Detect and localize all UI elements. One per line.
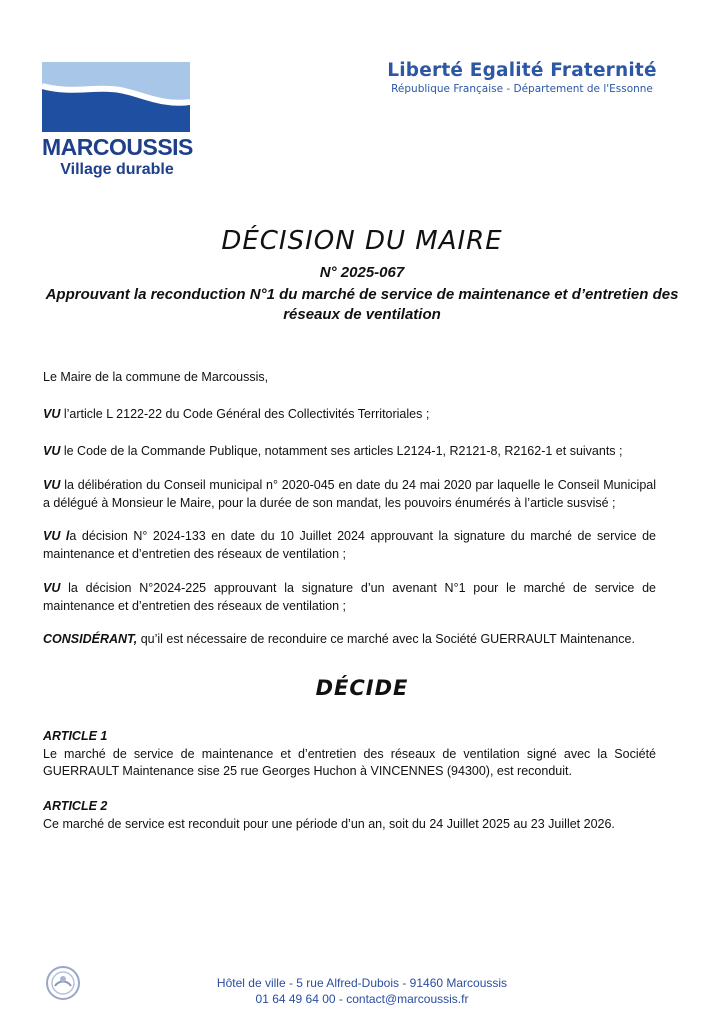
republic-motto	[362, 60, 682, 95]
vu-text: la décision N°2024-225 approuvant la signature d’un avenant N°1 pour le marché de service de maintenance et d’entretien des réseaux de ventilation ;	[43, 581, 656, 613]
document-title: DÉCISION DU MAIRE	[221, 226, 503, 256]
vu-keyword: VU	[43, 444, 61, 458]
intro-paragraph: Le Maire de la commune de Marcoussis,	[43, 370, 269, 384]
vu-keyword: VU	[43, 407, 61, 421]
motto-subtitle: République Française - Département de l'Essonne	[391, 83, 653, 95]
considerant-keyword: CONSIDÉRANT,	[43, 632, 138, 646]
logo-name: MARCOUSSIS	[42, 134, 193, 160]
article-text: Ce marché de service est reconduit pour une période d’un an, soit du 24 Juillet 2025 au 23 Juillet 2026.	[43, 816, 615, 831]
vu-text: l’article L 2122-22 du Code Général des Collectivités Territoriales ;	[60, 407, 430, 421]
marcoussis-logo	[42, 62, 193, 182]
vu-paragraph-2	[43, 443, 656, 461]
logo-tagline: Village durable	[60, 161, 174, 178]
decision-number: N° 2025-067	[319, 264, 405, 281]
vu-text: le Code de la Commande Publique, notamment ses articles L2124-1, R2121-8, R2162-1 et suivants ;	[60, 444, 623, 458]
vu-text: a décision N° 2024-133 en date du 10 Juillet 2024 approuvant la signature du marché de service de maintenance et d’entretien des réseaux de ventilation ;	[43, 529, 657, 561]
vu-text: la délibération du Conseil municipal n° 2020-045 en date du 24 mai 2020 par laquelle le Conseil Municipal a délégué à Monsieur le Maire, pour la durée de son mandat, les pouvoirs énumérés à l’article susvisé ;	[43, 478, 656, 510]
vu-paragraph-4	[43, 528, 656, 563]
motto-text: Liberté Egalité Fraternité	[387, 60, 657, 81]
footer	[0, 975, 724, 1007]
logo-wave-graphic	[42, 62, 190, 132]
article-title: ARTICLE 1	[43, 729, 108, 743]
vu-paragraph-5	[43, 580, 656, 615]
article-2	[43, 798, 656, 833]
decision-subject: Approuvant la reconduction N°1 du marché de service de maintenance et d’entretien des réseaux de ventilation	[45, 286, 679, 323]
article-1	[43, 728, 656, 781]
vu-keyword: VU l	[43, 529, 70, 543]
vu-paragraph-3	[43, 477, 656, 512]
considerant-text: qu’il est nécessaire de reconduire ce marché avec la Société GUERRAULT Maintenance.	[137, 632, 635, 646]
vu-keyword: VU	[43, 478, 61, 492]
considerant-paragraph	[43, 631, 656, 649]
decide-heading: DÉCIDE	[315, 676, 409, 700]
vu-paragraph-1	[43, 406, 656, 424]
article-text: Le marché de service de maintenance et d’entretien des réseaux de ventilation signé avec la Société GUERRAULT Maintenance sise 25 rue Georges Huchon à VINCENNES (94300), est reconduit.	[43, 746, 656, 778]
footer-address: Hôtel de ville - 5 rue Alfred-Dubois - 91460 Marcoussis	[216, 976, 508, 990]
footer-contact: 01 64 49 64 00 - contact@marcoussis.fr	[255, 992, 469, 1006]
vu-keyword: VU	[43, 581, 61, 595]
article-title: ARTICLE 2	[43, 799, 108, 813]
